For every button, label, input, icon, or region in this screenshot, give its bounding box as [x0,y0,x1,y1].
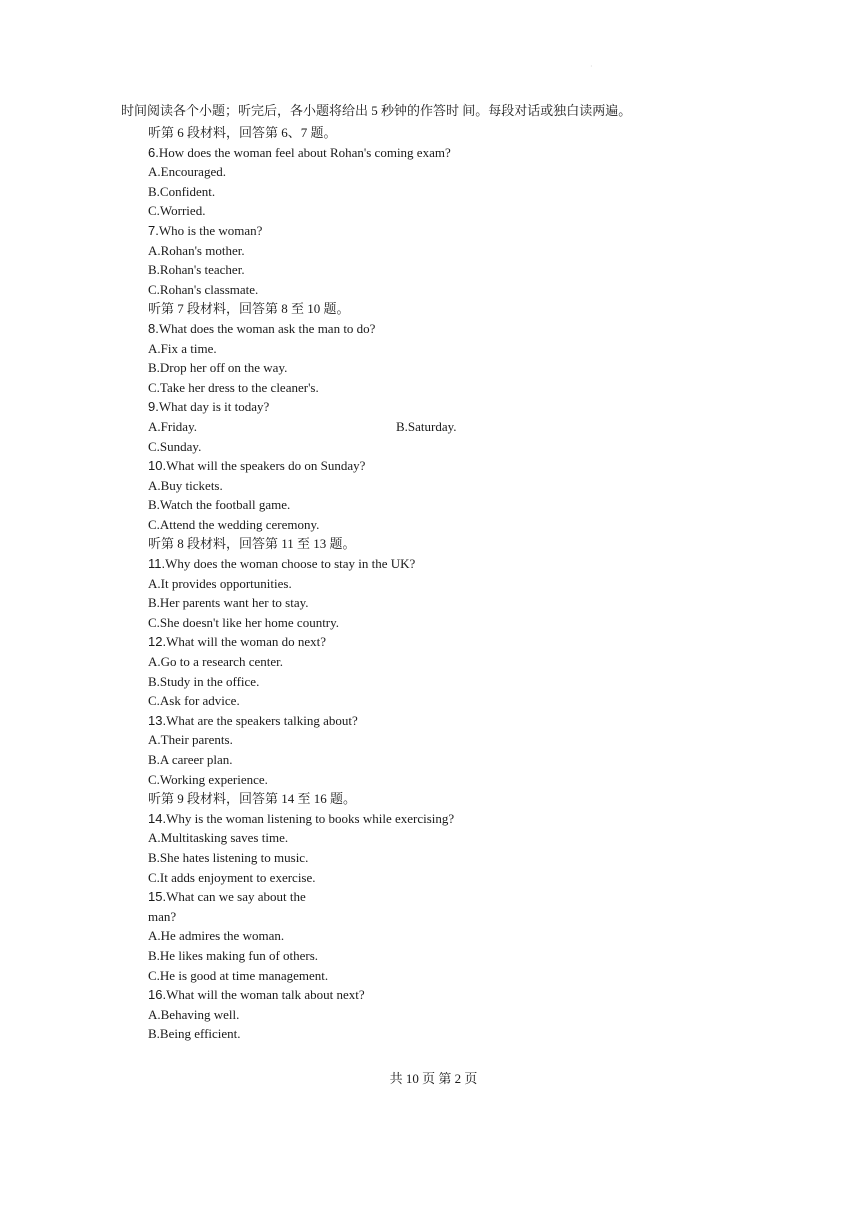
section-heading: 听第 8 段材料，回答第 11 至 13 题。 [148,536,356,552]
question-number: 13. [148,712,167,728]
question-list [148,123,828,1044]
question-text: What can we say about the man? [148,889,306,924]
option: B.Rohan's teacher. [148,262,245,278]
question-text: What will the speakers do on Sunday? [166,458,366,474]
question-text: What day is it today? [158,399,270,415]
question-stem [148,456,828,476]
option: B.Being efficient. [148,1026,241,1042]
question-text: How does the woman feel about Rohan's coming exam? [158,144,451,160]
section-heading: 听第 9 段材料，回答第 14 至 16 题。 [148,791,357,807]
question-stem [148,985,828,1005]
option: A.Go to a research center. [148,654,283,670]
question-number: 16. [148,987,167,1003]
corner-mark: · [590,62,593,71]
option: C.Worried. [148,203,206,219]
option: B.She hates listening to music. [148,849,309,865]
option: A.Multitasking saves time. [148,830,289,846]
section-heading: 听第 6 段材料，回答第 6、7 题。 [148,125,337,140]
option: C.Attend the wedding ceremony. [148,516,320,532]
option: A.Rohan's mother. [148,242,245,258]
question-text: What will the woman talk about next? [166,987,365,1003]
option: B.A career plan. [148,752,233,767]
option: A.Their parents. [148,732,233,748]
question-text: What will the woman do next? [166,634,327,650]
question-number: 11. [148,556,166,572]
question-number: 14. [148,810,167,826]
question-number: 12. [148,634,167,650]
intro-instructions: 时间阅读各个小题；听完后，各小题将给出 5 秒钟的作答时 间。每段对话或独白读两遍。 [121,103,632,118]
option: A.He admires the woman. [148,928,285,944]
option: C.Working experience. [148,771,268,787]
question-stem [148,319,828,339]
option: B.Watch the football game. [148,497,291,513]
option: C.She doesn't like her home country. [148,614,340,630]
option: A.Fix a time. [148,340,217,356]
question-stem [148,221,828,241]
section-heading: 听第 7 段材料，回答第 8 至 10 题。 [148,301,350,317]
option: B.Saturday. [396,418,457,434]
question-number: 9. [148,399,159,415]
option: B.Drop her off on the way. [148,360,288,376]
option: A.Buy tickets. [148,477,223,493]
question-stem [148,711,828,731]
question-stem [148,554,828,574]
option-row [148,417,828,437]
question-text: Why does the woman choose to stay in the UK? [165,556,416,572]
question-stem [148,887,328,926]
option: B.Her parents want her to stay. [148,595,309,611]
question-number: 10. [148,458,167,474]
question-number: 8. [148,320,159,336]
question-number: 15. [148,889,167,905]
question-number: 7. [148,222,159,238]
option: A.Behaving well. [148,1006,240,1022]
option: B.Study in the office. [148,673,260,689]
option: A.Encouraged. [148,164,226,180]
question-stem [148,809,828,829]
question-text: What does the woman ask the man to do? [158,320,376,336]
question-stem [148,632,828,652]
question-stem [148,397,828,417]
option: C.He is good at time management. [148,967,329,983]
option: C.Take her dress to the cleaner's. [148,379,319,395]
question-number: 6. [148,144,159,160]
option: A.It provides opportunities. [148,575,292,591]
option: B.He likes making fun of others. [148,947,319,963]
option: C.Sunday. [148,438,202,454]
option: A.Friday. [148,418,197,434]
question-stem [148,143,828,163]
question-text: What are the speakers talking about? [166,712,358,728]
page-footer: 共 10 页 第 2 页 [389,1071,478,1086]
option: B.Confident. [148,183,216,199]
question-text: Who is the woman? [158,222,263,238]
option: C.It adds enjoyment to exercise. [148,869,316,885]
option: C.Rohan's classmate. [148,281,259,297]
question-text: Why is the woman listening to books while exercising? [166,810,455,826]
option: C.Ask for advice. [148,693,240,709]
